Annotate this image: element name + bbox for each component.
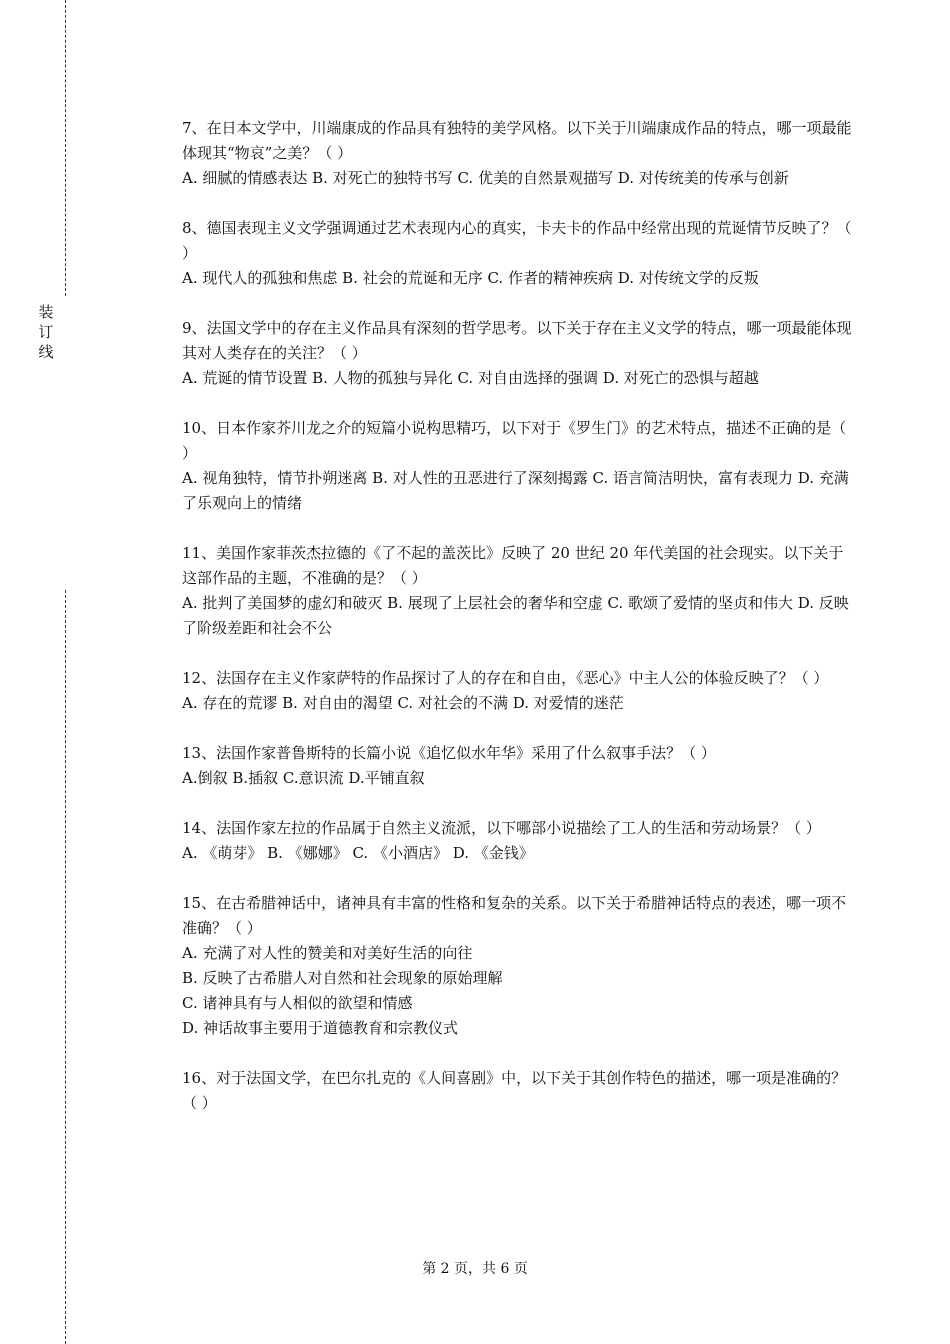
question-block <box>182 666 852 716</box>
question-stem: 15、在古希腊神话中，诸神具有丰富的性格和复杂的关系。以下关于希腊神话特点的表述，哪一项不准确？（ ） <box>182 894 847 937</box>
question-block <box>182 1066 852 1116</box>
question-stem: 9、法国文学中的存在主义作品具有深刻的哲学思考。以下关于存在主义文学的特点，哪一项最能体现其对人类存在的关注？（ ） <box>182 319 852 362</box>
binding-label: 装订线 <box>38 303 54 361</box>
question-options: A.倒叙 B.插叙 C.意识流 D.平铺直叙 <box>182 769 425 787</box>
question-options: A. 《萌芽》 B. 《娜娜》 C. 《小酒店》 D. 《金钱》 <box>182 844 534 862</box>
question-stem: 11、美国作家菲茨杰拉德的《了不起的盖茨比》反映了 20 世纪 20 年代美国的社会现实。以下关于这部作品的主题，不准确的是？（ ） <box>182 544 844 587</box>
question-options: A. 批判了美国梦的虚幻和破灭 B. 展现了上层社会的奢华和空虚 C. 歌颂了爱情的坚贞和伟大 D. 反映了阶级差距和社会不公 <box>182 594 849 637</box>
question-options: A. 存在的荒谬 B. 对自由的渴望 C. 对社会的不满 D. 对爱情的迷茫 <box>182 694 624 712</box>
question-block <box>182 816 852 866</box>
question-list <box>182 116 852 1141</box>
binding-line-top <box>65 0 66 296</box>
question-options: B. 反映了古希腊人对自然和社会现象的原始理解 <box>182 969 503 987</box>
question-options: A. 视角独特，情节扑朔迷离 B. 对人性的丑恶进行了深刻揭露 C. 语言简洁明快，富有表现力 D. 充满了乐观向上的情绪 <box>182 469 849 512</box>
question-stem: 13、法国作家普鲁斯特的长篇小说《追忆似水年华》采用了什么叙事手法？（ ） <box>182 744 716 762</box>
question-block <box>182 541 852 641</box>
binding-line-bottom <box>65 590 66 1344</box>
question-block <box>182 316 852 391</box>
question-options: A. 细腻的情感表达 B. 对死亡的独特书写 C. 优美的自然景观描写 D. 对传统美的传承与创新 <box>182 169 789 187</box>
question-options: A. 充满了对人性的赞美和对美好生活的向往 <box>182 944 473 962</box>
question-options: A. 现代人的孤独和焦虑 B. 社会的荒诞和无序 C. 作者的精神疾病 D. 对传统文学的反叛 <box>182 269 759 287</box>
question-block <box>182 116 852 191</box>
question-block <box>182 416 852 516</box>
question-stem: 12、法国存在主义作家萨特的作品探讨了人的存在和自由，《恶心》中主人公的体验反映了？（ ） <box>182 669 829 687</box>
page-number: 第 2 页，共 6 页 <box>422 1261 528 1277</box>
question-stem: 8、德国表现主义文学强调通过艺术表现内心的真实，卡夫卡的作品中经常出现的荒诞情节反映了？（ ） <box>182 219 852 262</box>
question-stem: 10、日本作家芥川龙之介的短篇小说构思精巧，以下对于《罗生门》的艺术特点，描述不正确的是（ ） <box>182 419 847 462</box>
question-options: A. 荒诞的情节设置 B. 人物的孤独与异化 C. 对自由选择的强调 D. 对死亡的恐惧与超越 <box>182 369 759 387</box>
question-stem: 7、在日本文学中，川端康成的作品具有独特的美学风格。以下关于川端康成作品的特点，哪一项最能体现其“物哀”之美？（ ） <box>182 119 852 162</box>
question-options: D. 神话故事主要用于道德教育和宗教仪式 <box>182 1019 459 1037</box>
question-stem: 16、对于法国文学，在巴尔扎克的《人间喜剧》中，以下关于其创作特色的描述，哪一项是准确的？（ ） <box>182 1069 847 1112</box>
question-block <box>182 741 852 791</box>
question-block <box>182 891 852 1041</box>
question-options: C. 诸神具有与人相似的欲望和情感 <box>182 994 413 1012</box>
question-block <box>182 216 852 291</box>
question-stem: 14、法国作家左拉的作品属于自然主义流派，以下哪部小说描绘了工人的生活和劳动场景？（ ） <box>182 819 821 837</box>
